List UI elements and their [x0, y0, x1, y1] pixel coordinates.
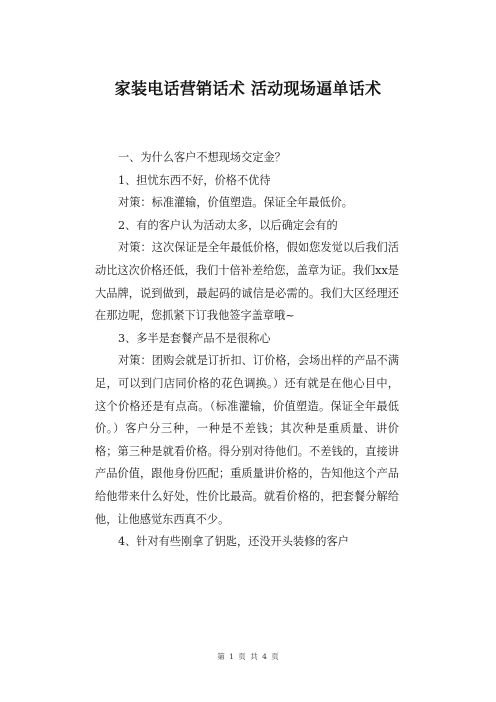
item-strategy-2: 对策：这次保证是全年最低价格，假如您发觉以后我们活动比这次价格还低，我们十倍补差给您，盖章为证。我们xx是大品牌，说到做到，最起码的诚信是必需的。我们大区经理还在那边呢，您抓紧下订我他签字盖章哦~: [95, 241, 399, 323]
item-heading-3: 3、多半是套餐产品不是很称心: [118, 331, 271, 345]
footer-suffix: 页: [271, 652, 279, 661]
page-footer: [0, 651, 496, 662]
item-strategy-1: 对策：标准灌输，价值塑造。保证全年最低价。: [118, 196, 353, 210]
item-strategy-3: 对策：团购会就是订折扣、订价格，会场出样的产品不满足，可以到门店同价格的花色调换。）还有就是在他心目中，这个价格还是有点高。（标准灌输，价值塑造。保证全年最低价。）客户分三种，一种是不差钱；其次种是重质量、讲价格；第三种是就看价格。得分别对待他们。不差钱的，直接讲产品价值，跟他身份匹配；重质量讲价格的，告知他这个产品给他带来什么好处，性价比最高。就看价格的，把套餐分解给他，让他感觉东西真不少。: [95, 354, 399, 526]
item-heading-2: 2、有的客户认为活动太多，以后确定会有的: [118, 218, 338, 232]
item-heading-4: 4、针对有些刚拿了钥匙，还没开头装修的客户: [118, 535, 349, 549]
footer-page-total: 4: [262, 652, 267, 661]
footer-middle2: 共: [250, 652, 258, 661]
footer-middle1: 页: [238, 652, 246, 661]
item-heading-1: 1、担忧东西不好，价格不优待: [118, 173, 271, 187]
document-body: [95, 147, 399, 554]
document-title: 家装电话营销话术 活动现场逼单话术: [114, 79, 382, 98]
footer-prefix: 第: [217, 652, 225, 661]
footer-page-current: 1: [229, 652, 234, 661]
section-heading: 一、为什么客户不想现场交定金？: [118, 151, 286, 164]
